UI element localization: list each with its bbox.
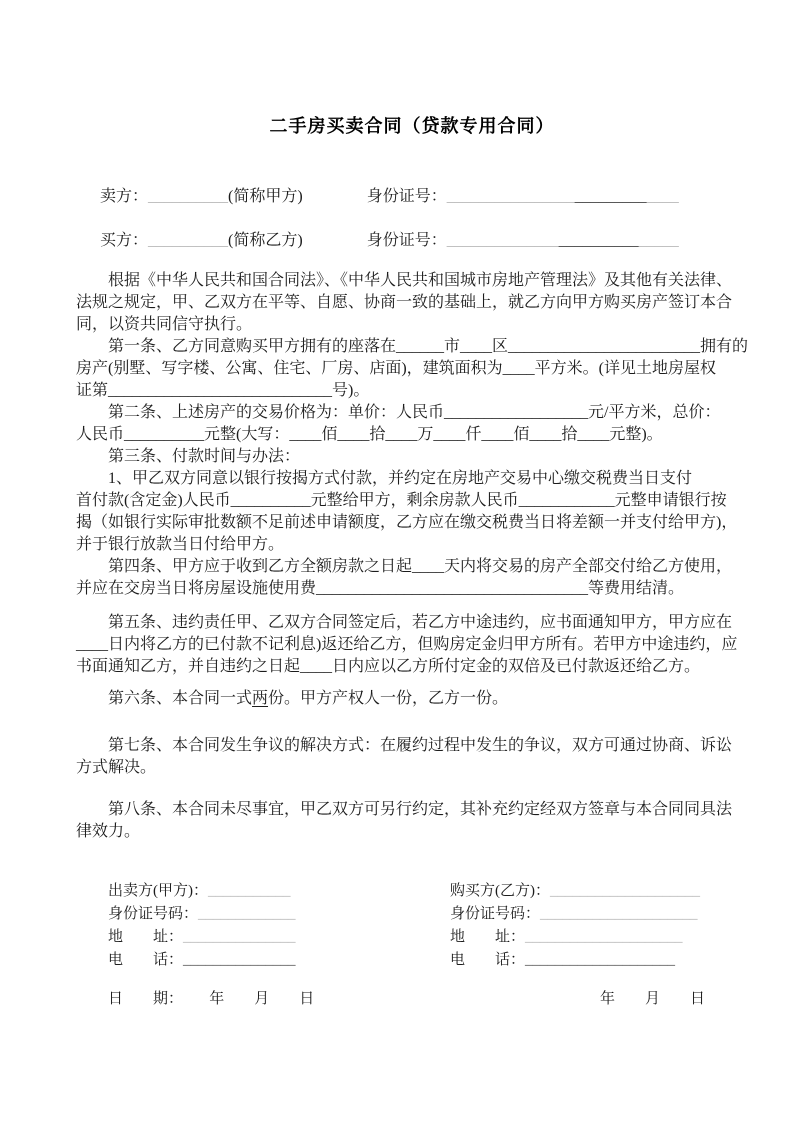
clause-8-line: 第八条、本合同未尽事宜，甲乙双方可另行约定，其补充约定经双方签章与本合同同具法 xyxy=(76,801,733,818)
clause-7-line: 方式解决。 xyxy=(76,759,157,776)
clause-6-pre: 第六条、本合同一式 xyxy=(76,690,253,707)
buyer-id-blank: ______________ xyxy=(446,232,559,249)
paragraph-line: 根据《中华人民共和国合同法》、《中华人民共和国城市房地产管理法》及其他有关法律、 xyxy=(76,272,733,289)
document-body xyxy=(76,0,748,1010)
signature-block xyxy=(76,880,748,972)
buyer-id-row xyxy=(450,903,698,926)
seller-signature-name xyxy=(108,880,291,903)
buyer-name-blank: __________ xyxy=(148,232,229,249)
buyer-party-row xyxy=(76,230,748,252)
buyer-label: 买方： xyxy=(100,232,149,249)
buyer-id-label: 身份证号： xyxy=(366,232,447,249)
document-title: 二手房买卖合同（贷款专用合同） xyxy=(269,116,555,136)
signature-id-row xyxy=(76,903,748,926)
buyer-sign-blank: ____________________ xyxy=(550,883,700,899)
clause-6-post: 份。甲方产权人一份，乙方一份。 xyxy=(268,690,509,707)
buyer-phone-row xyxy=(450,949,675,972)
clause-8 xyxy=(76,799,748,843)
seller-id-blank: ________________ xyxy=(446,188,575,205)
clause-5 xyxy=(76,612,748,678)
paragraph-line: 法规之规定，甲、乙双方在平等、自愿、协商一致的基础上，就乙方向甲方购买房产签订本合 xyxy=(76,294,733,311)
seller-idno-label: 身份证号码： xyxy=(108,906,199,922)
seller-phone-row xyxy=(108,949,296,972)
buyer-date-line: 年 月 日 xyxy=(600,991,706,1007)
clause-4-line: 并应在交房当日将房屋设施使用费__________________________________等费用结清。 xyxy=(76,580,685,597)
clause-7-line: 第七条、本合同发生争议的解决方式：在履约过程中发生的争议，双方可通过协商、诉讼 xyxy=(76,737,733,754)
buyer-sign-label: 购买方(乙方)： xyxy=(450,883,550,899)
clause-3-line: 1、甲乙双方同意以银行按揭方式付款，并约定在房地产交易中心缴交税费当日支付 xyxy=(76,470,693,487)
signature-phone-row xyxy=(76,949,748,972)
clause-6-line xyxy=(76,688,748,710)
date-row xyxy=(76,988,748,1010)
seller-id-blank-end: ____ xyxy=(646,188,679,205)
seller-name-blank: __________ xyxy=(148,188,229,205)
clause-3-line: 并于银行放款当日付给甲方。 xyxy=(76,536,285,553)
buyer-gap xyxy=(303,232,367,249)
clause-3-line: 揭（如银行实际审批数额不足前述申请额度，乙方应在缴交税费当日将差额一并支付给甲方)， xyxy=(76,514,738,531)
clause-2-line: 第二条、上述房产的交易价格为：单价：人民币__________________元/平方米，总价： xyxy=(76,404,721,421)
clause-3-line: 首付款(含定金)人民币__________元整给甲方，剩余房款人民币____________元整申请银行按 xyxy=(76,492,727,509)
clause-1-line: 证第____________________________号)。 xyxy=(76,382,370,399)
buyer-addr-blank: _____________________ xyxy=(525,929,683,945)
clause-5-line: 书面通知乙方，并自违约之日起____日内应以乙方所付定金的双倍及已付款返还给乙方。 xyxy=(76,658,701,675)
buyer-addr-label: 地 址： xyxy=(450,929,526,945)
clause-7 xyxy=(76,735,748,779)
clause-3-heading: 第三条、付款时间与办法： xyxy=(76,448,301,465)
signature-address-row xyxy=(76,926,748,949)
clause-5-line: ____日内将乙方的已付款不记利息)返还给乙方，但购房定金归甲方所有。若甲方中途违约，应 xyxy=(76,636,738,653)
seller-tel-label: 电 话： xyxy=(108,952,184,968)
buyer-tel-label: 电 话： xyxy=(450,952,526,968)
seller-addr-blank: _______________ xyxy=(183,929,296,945)
seller-alias: (简称甲方) xyxy=(228,188,303,205)
paragraph-line: 同，以资共同信守执行。 xyxy=(76,316,253,333)
seller-address-row xyxy=(108,926,296,949)
buyer-idno-label: 身份证号码： xyxy=(450,906,541,922)
clause-6 xyxy=(76,688,748,710)
clause-8-line: 律效力。 xyxy=(76,823,141,840)
clause-2-line: 人民币__________元整(大写：____佰____拾____万____仟____佰____拾____元整)。 xyxy=(76,426,663,443)
buyer-tel-blank: ____________________ xyxy=(525,952,676,968)
seller-label: 卖方： xyxy=(100,188,149,205)
clause-4-line: 第四条、甲方应于收到乙方全额房款之日起____天内将交易的房产全部交付给乙方使用， xyxy=(76,558,733,575)
seller-id-blank-dark: _________ xyxy=(574,188,647,205)
clause-5-line: 第五条、违约责任甲、乙双方合同签定后，若乙方中途违约，应书面通知甲方，甲方应在 xyxy=(76,614,733,631)
buyer-id-blank-end: _____ xyxy=(638,232,679,249)
seller-date-line: 日 期： 年 月 日 xyxy=(108,991,315,1007)
signature-name-row xyxy=(76,880,748,903)
seller-party-row xyxy=(76,186,748,208)
buyer-address-row xyxy=(450,926,683,949)
clauses-1-to-4 xyxy=(76,270,748,600)
seller-addr-label: 地 址： xyxy=(108,929,184,945)
clause-1-line: 第一条、乙方同意购买甲方拥有的座落在______市____区________________________拥有的 xyxy=(76,338,749,355)
clause-1-line: 房产(别墅、写字楼、公寓、住宅、厂房、店面)，建筑面积为____平方米。(详见土地房屋权 xyxy=(76,360,716,377)
seller-id-label: 身份证号： xyxy=(366,188,447,205)
buyer-alias: (简称乙方) xyxy=(228,232,303,249)
seller-idno-blank: _____________ xyxy=(198,906,296,922)
seller-id-row xyxy=(108,903,296,926)
seller-sign-blank: ___________ xyxy=(208,883,291,899)
seller-tel-blank: _______________ xyxy=(183,952,296,968)
buyer-id-blank-dark: __________ xyxy=(558,232,639,249)
buyer-idno-blank: _____________________ xyxy=(540,906,698,922)
seller-sign-label: 出卖方(甲方)： xyxy=(108,883,208,899)
seller-gap xyxy=(303,188,367,205)
buyer-signature-name xyxy=(450,880,700,903)
clause-6-underlined-word: 两 xyxy=(252,690,269,707)
